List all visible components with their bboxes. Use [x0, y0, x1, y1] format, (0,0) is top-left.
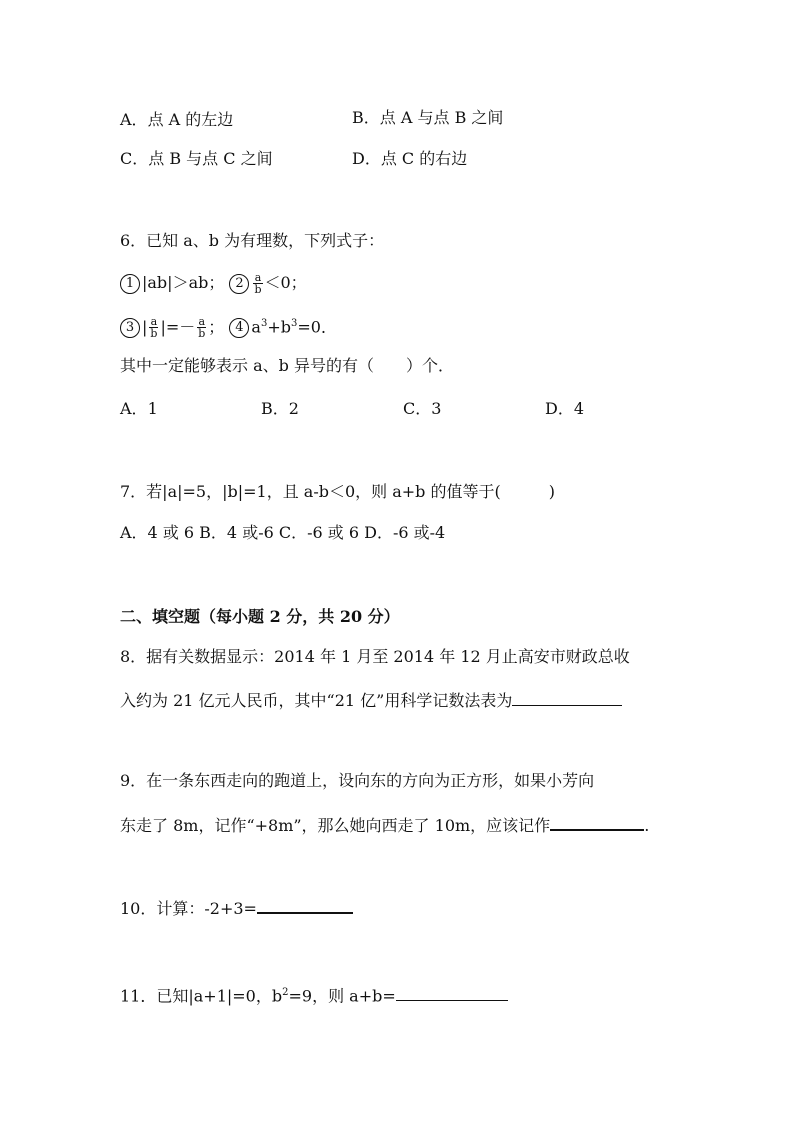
q6-expr-3-numerator-2: a	[198, 315, 206, 329]
q6-expr-4-sup1: 3	[260, 318, 268, 329]
q6-expr-4-mid: +b	[267, 317, 291, 337]
q9-line-2-text: 东走了 8m，记作“+8m”，那么她向西走了 10m，应该记作	[120, 816, 551, 835]
q5-option-b	[352, 106, 503, 130]
section-2-title: 二、填空题（每小题 2 分，共 20 分）	[120, 607, 400, 626]
q10-line	[120, 896, 353, 921]
q6-expr-3-fraction-right	[197, 316, 206, 339]
q8-line-2-text: 入约为 21 亿元人民币，其中“21 亿”用科学记数法表为	[120, 691, 513, 710]
q6-option-c-label: C．	[403, 399, 432, 418]
q6-expr-3-mid: |=－	[160, 317, 196, 337]
q6-expressions-row1	[120, 271, 307, 295]
q5-option-a	[120, 108, 233, 132]
q11-line	[120, 981, 508, 1008]
q6-expr-3-fraction-left	[149, 316, 158, 339]
q7-stem: 7．若|a|=5，|b|=1，且 a-b＜0，则 a+b 的值等于( )	[120, 482, 555, 501]
q6-circled-number-3: 3	[120, 318, 140, 338]
q6-option-b-text: 2	[288, 399, 299, 418]
q6-circled-number-2: 2	[229, 274, 249, 294]
q8-line-1: 8．据有关数据显示：2014 年 1 月至 2014 年 12 月止高安市财政总收	[120, 647, 630, 666]
q6-option-b-label: B．	[261, 399, 289, 418]
q8-answer-blank[interactable]	[512, 689, 622, 706]
q10-answer-blank[interactable]	[257, 896, 353, 914]
q5-option-c-text: 点 B 与点 C 之间	[148, 149, 273, 168]
q6-circled-number-4: 4	[229, 318, 249, 338]
q5-option-a-text: 点 A 的左边	[147, 110, 234, 129]
q5-option-c	[120, 147, 273, 171]
q7-options: A．4 或 6 B．4 或-6 C．-6 或 6 D．-6 或-4	[120, 523, 446, 542]
q6-expr-2-denominator: b	[254, 283, 262, 296]
q10-text: 10．计算：-2+3=	[120, 899, 257, 918]
q6-expr-2-numerator: a	[254, 271, 262, 284]
q6-expr-4-sup2: 3	[290, 318, 298, 329]
q11-post: =9，则 a+b=	[288, 986, 396, 1006]
q11-pre: 11．已知|a+1|=0，b	[120, 986, 283, 1006]
q11-sup: 2	[282, 987, 289, 998]
q6-expr-3-pre: |	[142, 317, 148, 337]
q5-option-c-label: C．	[120, 149, 149, 168]
q6-option-b	[261, 397, 299, 421]
q6-expr-3-denominator-2: b	[198, 327, 206, 341]
q5-option-d-text: 点 C 的右边	[380, 149, 468, 168]
q6-expressions-row2	[120, 312, 337, 339]
q5-option-b-label: B．	[352, 108, 380, 127]
q6-option-a-text: 1	[147, 399, 158, 418]
q6-expr-2-fraction	[253, 272, 262, 295]
q6-circled-number-1: 1	[120, 274, 140, 294]
q6-question: 其中一定能够表示 a、b 异号的有（ ）个．	[120, 356, 454, 375]
q9-line-2-tail: .	[644, 816, 650, 835]
q6-expr-2-tail: ＜0；	[264, 273, 307, 292]
q6-stem: 6．已知 a、b 为有理数，下列式子：	[120, 231, 385, 250]
q6-expr-4-tail: =0．	[297, 317, 337, 337]
q6-option-d-text: 4	[573, 399, 585, 418]
q6-expr-3-tail: ；	[208, 317, 225, 337]
q11-answer-blank[interactable]	[396, 984, 508, 1001]
q6-option-d-label: D．	[545, 399, 574, 418]
q5-option-b-text: 点 A 与点 B 之间	[379, 108, 504, 127]
q6-option-a-label: A．	[120, 399, 148, 418]
q6-option-c-text: 3	[431, 399, 442, 418]
q6-expr-3-numerator: a	[150, 315, 158, 329]
q6-option-c	[403, 397, 441, 421]
q5-option-d	[352, 147, 467, 171]
q6-option-a	[120, 397, 158, 421]
q9-line-2	[120, 813, 649, 838]
q9-answer-blank[interactable]	[550, 813, 644, 831]
q8-line-2	[120, 689, 622, 713]
q6-expr-1: |ab|＞ab；	[142, 273, 225, 292]
q6-expr-4-a: a	[251, 317, 261, 337]
q6-option-d	[545, 397, 584, 421]
q6-expr-3-denominator: b	[150, 327, 158, 341]
q9-line-1: 9．在一条东西走向的跑道上，设向东的方向为正方形，如果小芳向	[120, 771, 595, 790]
q5-option-a-label: A．	[120, 110, 148, 129]
q5-option-d-label: D．	[352, 149, 381, 168]
